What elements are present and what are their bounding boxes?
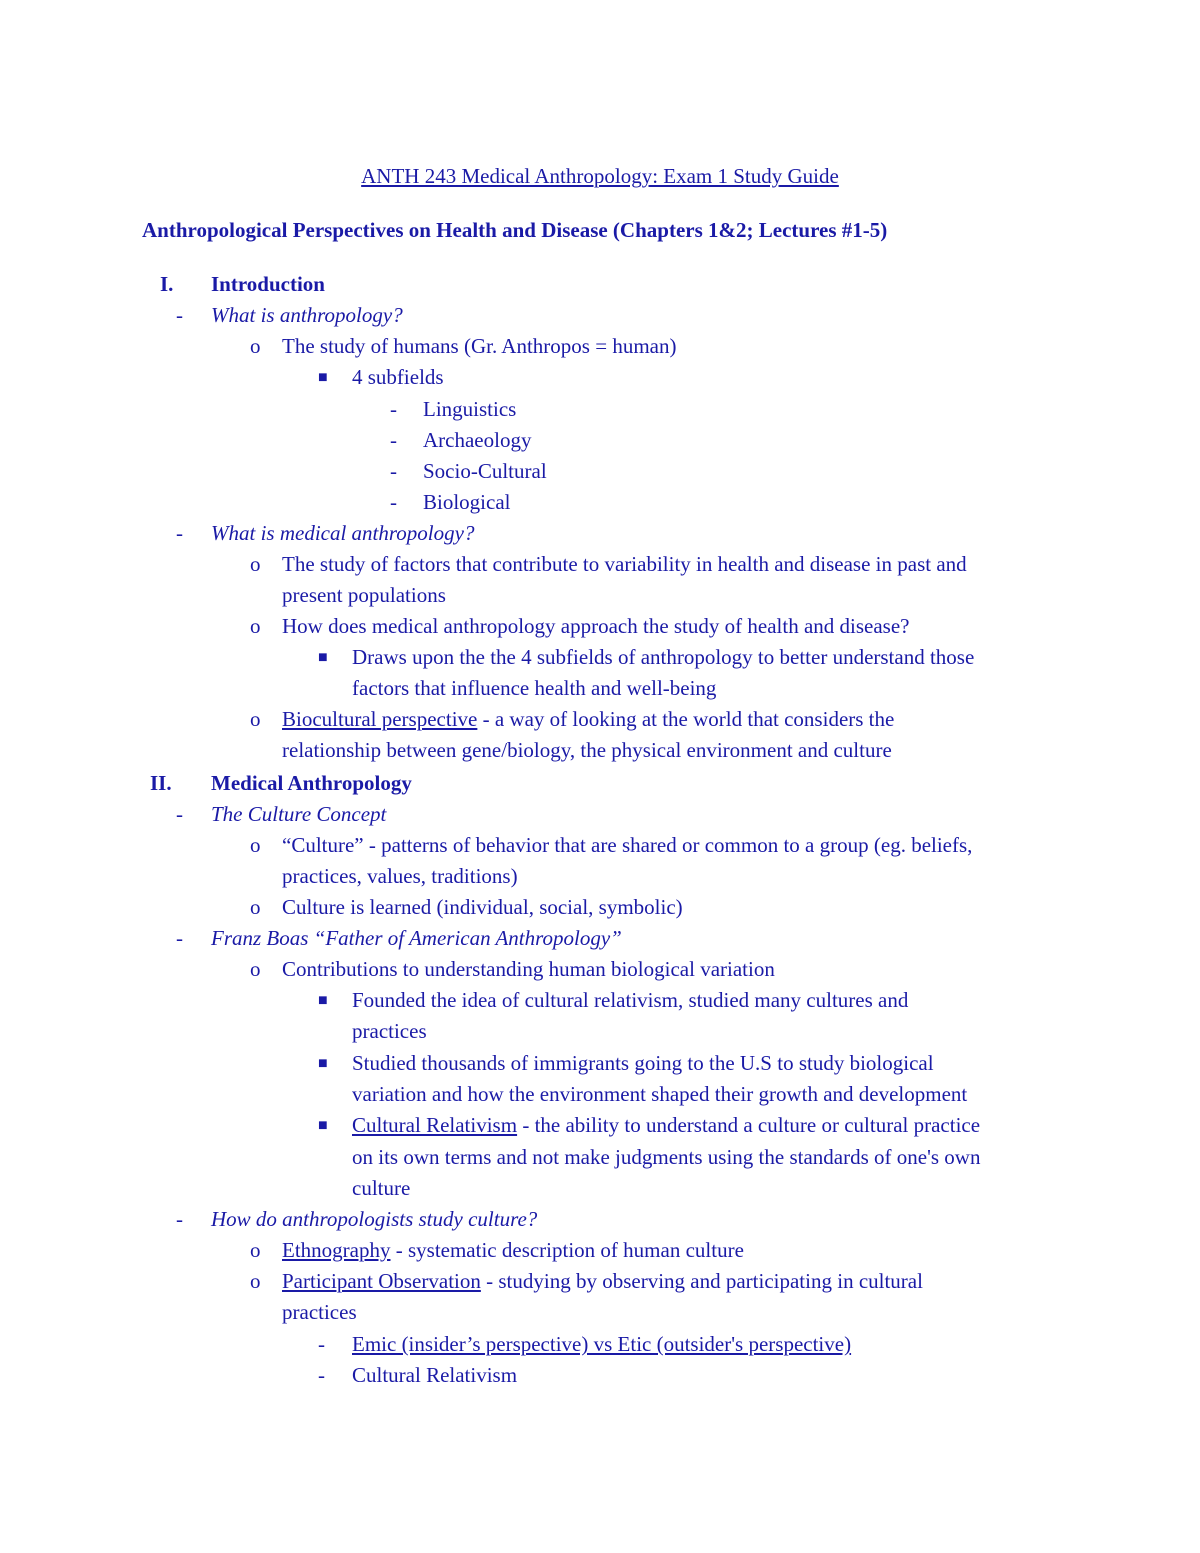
definition-item bbox=[282, 704, 894, 735]
list-item-continued: variation and how the environment shaped their growth and development bbox=[352, 1082, 968, 1106]
dash-bullet: - bbox=[318, 1363, 325, 1387]
dash-bullet: - bbox=[176, 926, 183, 950]
circle-bullet: o bbox=[250, 957, 261, 981]
dash-bullet: - bbox=[176, 802, 183, 826]
dash-bullet: - bbox=[176, 1207, 183, 1231]
list-item: “Culture” - patterns of behavior that are shared or common to a group (eg. beliefs, bbox=[282, 833, 973, 857]
question-heading: The Culture Concept bbox=[211, 802, 387, 826]
question-heading: How do anthropologists study culture? bbox=[211, 1207, 538, 1231]
definition-item bbox=[282, 1235, 744, 1266]
defined-term: Biocultural perspective bbox=[282, 707, 478, 731]
question-heading: What is anthropology? bbox=[211, 303, 403, 327]
square-bullet: ■ bbox=[318, 1117, 328, 1134]
list-item: Draws upon the the 4 subfields of anthropology to better understand those bbox=[352, 645, 975, 669]
circle-bullet: o bbox=[250, 1269, 261, 1293]
question-heading: What is medical anthropology? bbox=[211, 521, 475, 545]
section-title: Introduction bbox=[211, 272, 325, 296]
question-heading: Franz Boas “Father of American Anthropology” bbox=[211, 926, 622, 950]
dash-bullet: - bbox=[318, 1332, 325, 1356]
list-item: Contributions to understanding human biological variation bbox=[282, 957, 775, 981]
list-item-continued: factors that influence health and well-being bbox=[352, 676, 717, 700]
defined-term: Cultural Relativism bbox=[352, 1113, 518, 1137]
circle-bullet: o bbox=[250, 833, 261, 857]
dash-bullet: - bbox=[390, 397, 397, 421]
square-bullet: ■ bbox=[318, 1055, 328, 1072]
defined-term: Ethnography bbox=[282, 1238, 391, 1262]
subfield-item: Linguistics bbox=[423, 397, 517, 421]
list-item-continued: practices, values, traditions) bbox=[282, 864, 518, 888]
subfield-item: Socio-Cultural bbox=[423, 459, 547, 483]
square-bullet: ■ bbox=[318, 649, 328, 666]
dash-bullet: - bbox=[390, 428, 397, 452]
section-title: Medical Anthropology bbox=[211, 771, 412, 795]
document-subtitle: Anthropological Perspectives on Health and Disease (Chapters 1&2; Lectures #1-5) bbox=[142, 218, 888, 242]
definition-text: - studying by observing and participating in cultural bbox=[480, 1269, 923, 1293]
definition-text: - systematic description of human culture bbox=[390, 1238, 744, 1262]
list-item: 4 subfields bbox=[352, 365, 444, 389]
list-item-continued: relationship between gene/biology, the physical environment and culture bbox=[282, 738, 892, 762]
list-item: Culture is learned (individual, social, symbolic) bbox=[282, 895, 683, 919]
section-number: II. bbox=[150, 771, 172, 795]
list-item: Studied thousands of immigrants going to the U.S to study biological bbox=[352, 1051, 934, 1075]
definition-item bbox=[352, 1110, 980, 1141]
dash-bullet: - bbox=[176, 303, 183, 327]
circle-bullet: o bbox=[250, 707, 261, 731]
square-bullet: ■ bbox=[318, 992, 328, 1009]
list-item: Founded the idea of cultural relativism, studied many cultures and bbox=[352, 988, 909, 1012]
list-item: Emic (insider’s perspective) vs Etic (outsider's perspective) bbox=[352, 1332, 852, 1356]
list-item-continued: present populations bbox=[282, 583, 446, 607]
circle-bullet: o bbox=[250, 552, 261, 576]
circle-bullet: o bbox=[250, 614, 261, 638]
dash-bullet: - bbox=[176, 521, 183, 545]
subfield-item: Biological bbox=[423, 490, 511, 514]
list-item-continued: practices bbox=[282, 1300, 357, 1324]
list-item: How does medical anthropology approach the study of health and disease? bbox=[282, 614, 910, 638]
list-item: The study of humans (Gr. Anthropos = human) bbox=[282, 334, 677, 358]
defined-term: Participant Observation bbox=[282, 1269, 481, 1293]
circle-bullet: o bbox=[250, 895, 261, 919]
list-item: Cultural Relativism bbox=[352, 1363, 518, 1387]
list-item: The study of factors that contribute to variability in health and disease in past and bbox=[282, 552, 967, 576]
subfield-item: Archaeology bbox=[423, 428, 532, 452]
dash-bullet: - bbox=[390, 490, 397, 514]
document-title: ANTH 243 Medical Anthropology: Exam 1 Study Guide bbox=[361, 164, 839, 188]
definition-item bbox=[282, 1266, 923, 1297]
circle-bullet: o bbox=[250, 1238, 261, 1262]
square-bullet: ■ bbox=[318, 369, 328, 386]
circle-bullet: o bbox=[250, 334, 261, 358]
list-item-continued: practices bbox=[352, 1019, 427, 1043]
list-item-continued: culture bbox=[352, 1176, 411, 1200]
dash-bullet: - bbox=[390, 459, 397, 483]
definition-text: - a way of looking at the world that considers the bbox=[477, 707, 895, 731]
definition-text: - the ability to understand a culture or cultural practice bbox=[517, 1113, 981, 1137]
section-number: I. bbox=[160, 272, 174, 296]
list-item-continued: on its own terms and not make judgments using the standards of one's own bbox=[352, 1145, 981, 1169]
